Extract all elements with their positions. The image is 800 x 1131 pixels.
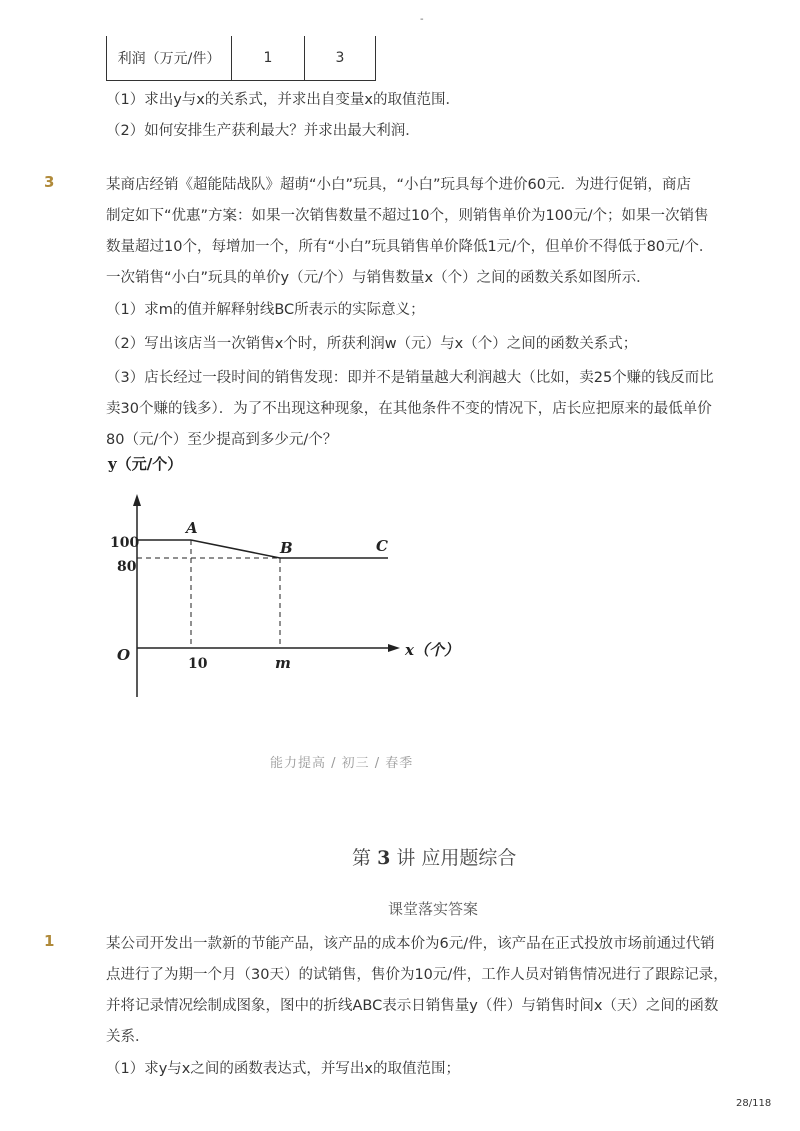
lecture-title [352, 843, 516, 870]
y-axis-arrow-icon [133, 494, 141, 506]
q3-line-3: 数量超过10个，每增加一个，所有“小白”玩具销售单价降低1元/个，但单价不得低于80元/个． [106, 239, 714, 255]
x-tick-10: 10 [188, 656, 208, 672]
y-tick-100: 100 [110, 535, 140, 551]
q3-part-1: （1）求m的值并解释射线BC所表示的实际意义； [106, 302, 425, 318]
q1-line-1: 某公司开发出一款新的节能产品，该产品的成本价为6元/件，该产品在正式投放市场前通过代销 [106, 936, 715, 952]
q3-line-1: 某商店经销《超能陆战队》超萌“小白”玩具，“小白”玩具每个进价60元．为进行促销，商店 [106, 177, 691, 193]
table-cell-value-1: 1 [232, 36, 305, 81]
q3-part-2: （2）写出该店当一次销售x个时，所获利润w（元）与x（个）之间的函数关系式； [106, 336, 638, 352]
x-tick-m: m [275, 654, 291, 672]
y-axis-label: y（元/个） [108, 455, 183, 473]
table-cell-label: 利润（万元/件） [107, 36, 232, 81]
segment-ab [191, 540, 280, 558]
q3-part-3-line-1: （3）店长经过一段时间的销售发现：即并不是销量越大利润越大（比如，卖25个赚的钱反而比 [106, 370, 714, 386]
section-subtitle: 课堂落实答案 [388, 900, 479, 918]
question-number-3: 3 [44, 173, 55, 191]
lecture-prefix: 第 [352, 847, 372, 869]
x-axis-label: x（个） [405, 641, 459, 659]
prev-question-part-1: （1）求出y与x的关系式，并求出自变量x的取值范围． [106, 92, 460, 108]
prev-question-part-2: （2）如何安排生产获利最大？并求出最大利润． [106, 123, 420, 139]
lecture-number: 3 [377, 847, 391, 869]
point-c-label: C [376, 537, 388, 555]
q1-line-3: 并将记录情况绘制成图象，图中的折线ABC表示日销售量y（件）与销售时间x（天）之间的函数 [106, 998, 719, 1014]
y-tick-80: 80 [117, 559, 137, 575]
q1-line-4: 关系． [106, 1029, 150, 1045]
table-cell-value-2: 3 [305, 36, 376, 81]
q3-part-3-line-2: 卖30个赚的钱多）．为了不出现这种现象，在其他条件不变的情况下，店长应把原来的最低单价 [106, 401, 712, 417]
q3-line-2: 制定如下“优惠”方案：如果一次销售数量不超过10个，则销售单价为100元/个；如果一次销售 [106, 208, 709, 224]
q3-line-4: 一次销售“小白”玩具的单价y（元/个）与销售数量x（个）之间的函数关系如图所示． [106, 270, 651, 286]
point-a-label: A [186, 519, 198, 537]
origin-label: O [117, 646, 131, 664]
lecture-suffix: 讲 应用题综合 [396, 847, 517, 869]
q1-line-2: 点进行了为期一个月（30天）的试销售，售价为10元/件，工作人员对销售情况进行了跟踪记录， [106, 967, 728, 983]
table-row [107, 36, 376, 81]
page-number: 28/118 [736, 1098, 772, 1109]
top-mark: - [420, 14, 424, 25]
function-graph [100, 450, 480, 710]
footer-note: 能力提高 / 初三 / 春季 [270, 756, 414, 771]
q3-part-3-line-3: 80（元/个）至少提高到多少元/个？ [106, 432, 338, 448]
profit-table [106, 36, 376, 81]
point-b-label: B [280, 539, 293, 557]
x-axis-arrow-icon [388, 644, 400, 652]
q1-part-1: （1）求y与x之间的函数表达式，并写出x的取值范围； [106, 1061, 460, 1077]
question-number-1: 1 [44, 932, 55, 950]
